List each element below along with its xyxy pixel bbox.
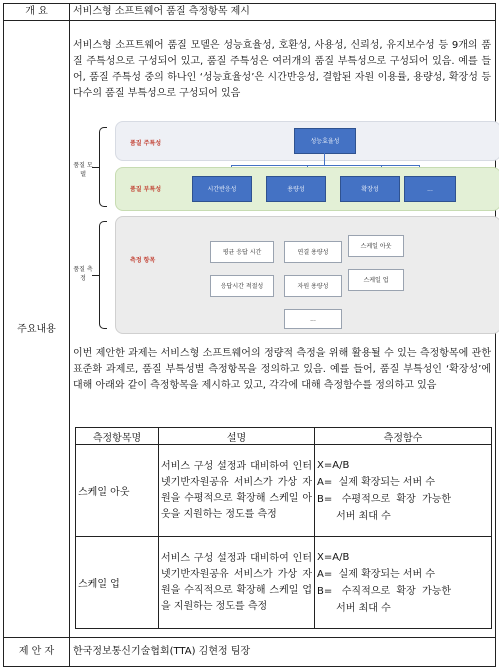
item-description: 서비스 구성 설정과 대비하여 인터넷기반자원공유 서비스가 가상 자원을 수직적으로 확장해 스케일 업을 지원하는 정도를 측정 <box>159 537 315 629</box>
side-label-measurement: 품질 측정 <box>73 266 93 282</box>
proposer-label: 제 안 자 <box>4 638 70 666</box>
band-sub-title: 품질 부특성 <box>130 186 162 193</box>
function-line: 서버 최대 수 <box>317 602 391 614</box>
item-function <box>315 445 492 537</box>
quality-model-diagram <box>71 121 495 341</box>
main-content-row <box>4 21 495 638</box>
overview-text: 서비스형 소프트웨어 품질 측정항목 제시 <box>73 6 250 17</box>
item-description: 서비스 구성 설정과 대비하여 인터넷기반자원공유 서비스가 가상 자원을 수평적으로 확장해 스케일 아웃을 지원하는 정도를 측정 <box>159 445 315 537</box>
item-function <box>315 537 492 629</box>
main-content-cell <box>71 21 495 637</box>
item-box-avg-response: 평균 응답 시간 <box>210 241 274 263</box>
overview-row <box>4 4 495 21</box>
function-line: B= 수직적으로 확장 가능한 <box>317 585 452 597</box>
table-row <box>76 445 492 537</box>
function-line: B= 수평적으로 확장 가능한 <box>317 493 452 505</box>
item-box-connection-capacity: 연결 용량성 <box>284 241 342 263</box>
intro-paragraph: 서비스형 소프트웨어 품질 모델은 성능효율성, 호환성, 사용성, 신뢰성, 유지보수성 등 9개의 품질 주특성으로 구성되어 있고, 품질 주특성은 여러개의 품질 부특성으로 구성되어 있음. 예를 들어, 품질 주특성 중의 하나인 ‘성능효율성’은 시간반응성, 결합된 자원 이용률, 용량성, 확장성 등 다수의 품질 부특성으로 구성되어 있음 <box>73 40 491 99</box>
item-box-more: ... <box>284 309 342 329</box>
overview-label: 개 요 <box>4 4 70 20</box>
body-paragraph: 이번 제안한 과제는 서비스형 소프트웨어의 정량적 측정을 위해 활용될 수 있는 측정항목에 관한 표준화 과제로, 품질 부특성별 측정항목을 정의하고 있음. 예를 들어, 품질 부특성인 ‘확장성’에 대해 아래와 같이 측정항목을 제시하고 있고, 각각에 대해 측정함수를 정의하고 있음 <box>73 348 491 391</box>
sub-char-box-0: 시간반응성 <box>192 176 252 202</box>
function-line: 서버 최대 수 <box>317 510 391 522</box>
connector-horizontal <box>231 165 419 166</box>
item-name: 스케일 업 <box>76 537 159 629</box>
measurement-table-header <box>76 428 492 445</box>
item-box-scale-out: 스케일 아웃 <box>348 235 404 257</box>
header-item-name: 측정항목명 <box>76 428 159 445</box>
item-name: 스케일 아웃 <box>76 445 159 537</box>
sub-char-box-3: ... <box>404 176 456 202</box>
table-row <box>76 537 492 629</box>
main-content-label: 주요내용 <box>4 21 70 638</box>
function-line: X=A/B <box>317 551 350 563</box>
item-box-scale-up: 스케일 업 <box>348 269 404 291</box>
measurement-table <box>75 427 492 629</box>
band-sub-characteristic <box>115 167 499 211</box>
sub-char-box-2: 확장성 <box>340 176 400 202</box>
band-main-title: 품질 주특성 <box>130 140 162 147</box>
brace-quality-model <box>99 127 107 207</box>
sub-char-box-1: 용량성 <box>266 176 326 202</box>
summary-table <box>3 3 496 667</box>
side-label-quality-model: 품질 모델 <box>73 162 93 178</box>
band-main-characteristic <box>115 121 499 161</box>
band-measure-title: 측정 항목 <box>130 257 156 264</box>
item-box-response-adequacy: 응답시간 적절성 <box>210 275 274 297</box>
function-line: A= 실제 확장되는 서버 수 <box>317 568 436 580</box>
header-description: 설명 <box>159 428 315 445</box>
main-characteristic-box: 성능효율성 <box>294 128 356 154</box>
connector-main-down <box>324 153 325 165</box>
proposer-text: 한국정보통신기술협회(TTA) 김현정 팀장 <box>73 646 251 657</box>
band-measurement-items <box>115 216 499 334</box>
function-line: A= 실제 확장되는 서버 수 <box>317 476 436 488</box>
header-function: 측정함수 <box>315 428 492 445</box>
item-box-resource-capacity: 자원 용량성 <box>284 275 342 297</box>
function-line: X=A/B <box>317 459 350 471</box>
proposer-row <box>4 638 495 666</box>
brace-measurement <box>99 221 107 329</box>
